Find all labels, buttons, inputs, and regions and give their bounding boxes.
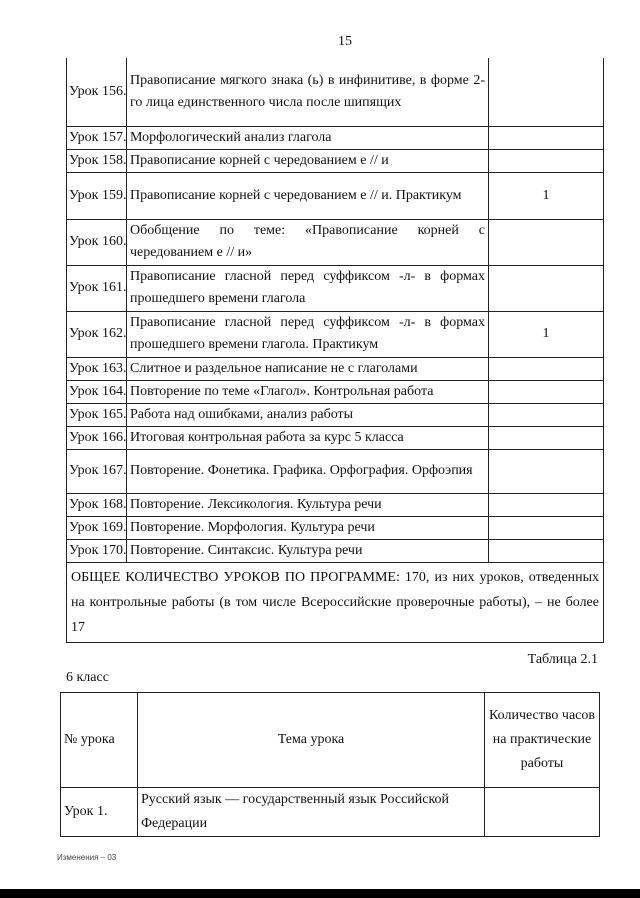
lesson-hours xyxy=(489,539,604,562)
table-row xyxy=(67,516,604,539)
table-row xyxy=(67,426,604,449)
table-header-row xyxy=(61,693,600,788)
lesson-topic: Повторение. Лексикология. Культура речи xyxy=(127,493,489,516)
lesson-topic: Повторение. Синтаксис. Культура речи xyxy=(127,539,489,562)
lesson-number: Урок 1. xyxy=(61,788,138,837)
table-row xyxy=(67,58,604,126)
table-row xyxy=(67,357,604,380)
table-caption: Таблица 2.1 xyxy=(527,652,598,667)
lesson-number: Урок 158. xyxy=(67,149,127,172)
grade-label: 6 класс xyxy=(66,670,109,685)
header-practical-hours: Количество часов на практические работы xyxy=(485,693,600,788)
table-row xyxy=(67,493,604,516)
lesson-topic: Морфологический анализ глагола xyxy=(127,126,489,149)
lesson-hours xyxy=(489,149,604,172)
header-lesson-topic: Тема урока xyxy=(138,693,485,788)
lesson-hours xyxy=(485,788,600,837)
table-row xyxy=(67,311,604,357)
lesson-hours xyxy=(489,58,604,126)
lessons-table-grade-5 xyxy=(66,58,604,643)
lesson-number: Урок 168. xyxy=(67,493,127,516)
lesson-topic: Повторение. Морфология. Культура речи xyxy=(127,516,489,539)
lesson-hours xyxy=(489,219,604,265)
lesson-hours xyxy=(489,516,604,539)
scan-edge xyxy=(0,889,640,898)
lesson-number: Урок 156. xyxy=(67,58,127,126)
lesson-number: Урок 165. xyxy=(67,403,127,426)
table-row xyxy=(67,403,604,426)
lesson-topic: Правописание гласной перед суффиксом -л- в формах прошедшего времени глагола xyxy=(127,265,489,311)
header-lesson-number: № урока xyxy=(61,693,138,788)
lesson-hours xyxy=(489,426,604,449)
table-row xyxy=(67,449,604,493)
table-row xyxy=(67,149,604,172)
table-row xyxy=(67,172,604,219)
lesson-hours xyxy=(489,265,604,311)
lesson-topic: Обобщение по теме: «Правописание корней с чередованием е // и» xyxy=(127,219,489,265)
lesson-number: Урок 169. xyxy=(67,516,127,539)
lesson-hours xyxy=(489,380,604,403)
footer-revision: Изменения – 03 xyxy=(57,853,117,862)
lesson-topic: Повторение по теме «Глагол». Контрольная работа xyxy=(127,380,489,403)
lesson-topic: Русский язык — государственный язык Российской Федерации xyxy=(138,788,485,837)
lesson-topic: Работа над ошибками, анализ работы xyxy=(127,403,489,426)
lesson-hours xyxy=(489,493,604,516)
lesson-topic: Повторение. Фонетика. Графика. Орфография. Орфоэпия xyxy=(127,449,489,493)
table-row xyxy=(61,788,600,837)
lesson-hours: 1 xyxy=(489,172,604,219)
lesson-number: Урок 170. xyxy=(67,539,127,562)
lesson-topic: Правописание корней с чередованием е // и xyxy=(127,149,489,172)
lesson-topic: Правописание корней с чередованием е // и. Практикум xyxy=(127,172,489,219)
page-number: 15 xyxy=(338,34,352,49)
table-row xyxy=(67,539,604,562)
lessons-table-grade-6 xyxy=(60,692,600,837)
table-row xyxy=(67,126,604,149)
lesson-number: Урок 166. xyxy=(67,426,127,449)
table-row xyxy=(67,265,604,311)
lesson-number: Урок 163. xyxy=(67,357,127,380)
total-lessons-note: ОБЩЕЕ КОЛИЧЕСТВО УРОКОВ ПО ПРОГРАММЕ: 170, из них уроков, отведенных на контрольные работы (в том числе Всероссийские проверочные работы), – не более 17 xyxy=(67,562,604,642)
table-row xyxy=(67,219,604,265)
lesson-hours xyxy=(489,449,604,493)
lesson-topic: Правописание гласной перед суффиксом -л- в формах прошедшего времени глагола. Практикум xyxy=(127,311,489,357)
lesson-number: Урок 160. xyxy=(67,219,127,265)
lesson-number: Урок 161. xyxy=(67,265,127,311)
lesson-topic: Правописание мягкого знака (ь) в инфинитиве, в форме 2-го лица единственного числа после шипящих xyxy=(127,58,489,126)
lesson-topic: Итоговая контрольная работа за курс 5 класса xyxy=(127,426,489,449)
lesson-number: Урок 159. xyxy=(67,172,127,219)
lesson-number: Урок 164. xyxy=(67,380,127,403)
table-row xyxy=(67,380,604,403)
lesson-number: Урок 167. xyxy=(67,449,127,493)
lesson-hours xyxy=(489,403,604,426)
lesson-number: Урок 157. xyxy=(67,126,127,149)
lesson-hours: 1 xyxy=(489,311,604,357)
lesson-number: Урок 162. xyxy=(67,311,127,357)
lesson-hours xyxy=(489,126,604,149)
lesson-topic: Слитное и раздельное написание не с глаголами xyxy=(127,357,489,380)
lesson-hours xyxy=(489,357,604,380)
